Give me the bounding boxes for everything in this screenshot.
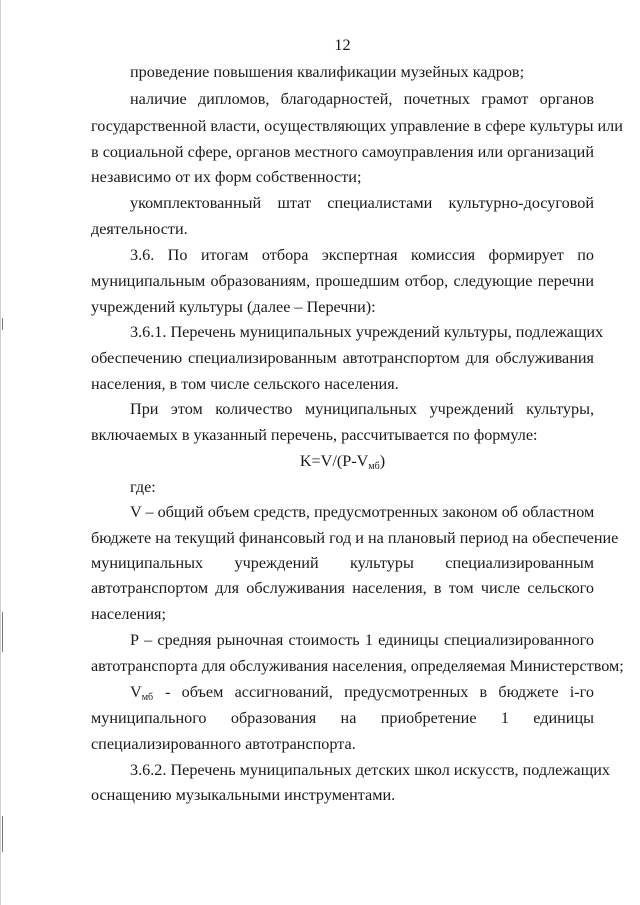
text-line: укомплектованный штат специалистами культурно-досуговой [130,194,594,212]
text-line: муниципальным образованиям, прошедшим отбор, следующие перечни [91,272,594,290]
text-line: специализированного автотранспорта. [91,735,356,753]
text-line: муниципального образования на приобретение 1 единицы [91,709,594,727]
text-line: автотранспорта для обслуживания населения, определяемая Министерством; [91,657,624,675]
vmb-symbol: $V_{мб}$ [130,683,154,703]
text-line: муниципальных учреждений культуры специализированным [91,554,594,572]
formula-close: ) [379,452,386,470]
text-line: обеспечению специализированным автотранспортом для обслуживания [91,349,594,367]
text-line: оснащению музыкальными инструментами. [91,786,396,804]
formula-main: K=V/(P-V [299,452,369,470]
scan-edge-mark [2,318,3,330]
text-line: населения; [91,605,166,623]
text-line: проведение повышения квалификации музейных кадров; [130,63,525,81]
text-line: - объем ассигнований, предусмотренных в бюджете i-го [165,683,594,701]
text-line: в социальной сфере, органов местного самоуправления или организаций [91,143,594,161]
text-line: государственной власти, осуществляющих управление в сфере культуры или [91,117,623,135]
text-line: наличие дипломов, благодарностей, почетных грамот органов [130,90,594,108]
text-line: учреждений культуры (далее – Перечни): [91,298,376,316]
text-line: независимо от их форм собственности; [91,168,362,186]
scan-left-edge [0,0,1,905]
formula-subscript: мб [368,461,380,472]
text-line: 3.6.1. Перечень муниципальных учреждений культуры, подлежащих [130,323,604,341]
text-line: Р – средняя рыночная стоимость 1 единицы специализированного [130,631,594,649]
text-line: деятельности. [91,220,188,238]
text-line: включаемых в указанный перечень, рассчитывается по формуле: [91,426,538,444]
text-line: где: [130,478,156,496]
text-line: автотранспортом для обслуживания населения, в том числе сельского [91,579,594,597]
text-line: 3.6.2. Перечень муниципальных детских школ искусств, подлежащих [130,761,610,779]
formula [91,451,594,471]
text-line: населения, в том числе сельского населения. [91,375,399,393]
scan-edge-mark [2,612,3,652]
text-line: бюджете на текущий финансовый год и на плановый период на обеспечение [91,529,619,547]
page-number: 12 [334,36,351,54]
text-line: При этом количество муниципальных учреждений культуры, [130,400,594,418]
scan-edge-mark [2,816,3,852]
text-line: V – общий объем средств, предусмотренных законом об областном [130,503,595,521]
vmb-subscript: мб [141,692,154,703]
text-line: 3.6. По итогам отбора экспертная комиссия формирует по [130,246,594,264]
